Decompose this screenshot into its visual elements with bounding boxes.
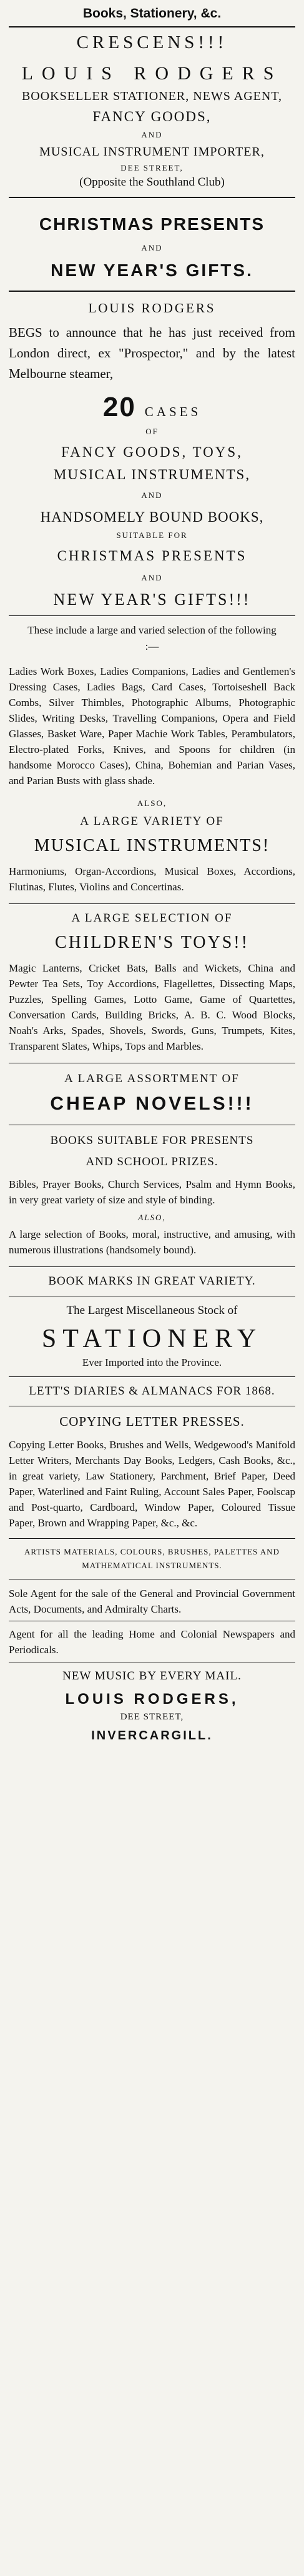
musical-list: Harmoniums, Organ-Accordions, Musical Boxes, Accordions, Flutinas, Flutes, Violins and Concertinas. (9, 865, 295, 893)
opposite-note: (Opposite the Southland Club) (79, 176, 225, 189)
suitable-for: SUITABLE FOR (116, 530, 188, 540)
books-selection-text: A large selection of Books, moral, instructive, and amusing, with numerous illustrations (handsomely bound). (9, 1228, 295, 1256)
large-selection: A LARGE SELECTION OF (71, 912, 233, 925)
imported-note: Ever Imported into the Province. (82, 1356, 222, 1368)
cases-number: 20 (102, 392, 136, 422)
merchant-name-text: LOUIS RODGERS (21, 63, 283, 84)
cheap-novels-heading: CHEAP NOVELS!!! (50, 1093, 254, 1114)
new-music-line: NEW MUSIC BY EVERY MAIL. (62, 1669, 242, 1683)
footer-name: LOUIS RODGERS, (65, 1691, 239, 1708)
book-marks-line: BOOK MARKS IN GREAT VARIETY. (48, 1275, 256, 1288)
fancy-goods: FANCY GOODS, (92, 109, 212, 124)
merchant-name (9, 63, 295, 84)
copying-list: Copying Letter Books, Brushes and Wells, Wedgewood's Manifold Letter Writers, Merchants Day Books, Ledgers, Cash Books, &c., in great variety, Law Stationery, Parchment, Brief Paper, Deed Paper, Waterlined and Faint Ruling, Account Sales Paper, Foolscap and Post-quarto, Cardboard, Window Paper, Coloured Tissue Paper, Brown and Wrapping Paper, &c., &c. (9, 1439, 295, 1529)
stationery-heading: STATIONERY (41, 1325, 263, 1353)
presents-line-2: AND SCHOOL PRIZES. (86, 1155, 218, 1168)
christmas-presents-heading: CHRISTMAS PRESENTS (39, 214, 265, 234)
and-connector: AND (141, 130, 163, 139)
toys-list: Magic Lanterns, Cricket Bats, Balls and Wickets, China and Pewter Tea Sets, Toy Accordions, Flagellettes, Dissecting Maps, Puzzles, Spelling Games, Lotto Game, Game of Quartettes, Conversation Cards, Building Bricks, A. B. C. Wood Blocks, Noah's Arks, Spades, Shovels, Swords, Guns, Trumpets, Kites, Transparent Slates, Whips, Tops and Marbles. (9, 962, 295, 1052)
footer-town: INVERCARGILL. (91, 1729, 213, 1743)
and-connector: AND (141, 490, 163, 500)
of-connector: OF (145, 427, 159, 436)
street: DEE STREET, (120, 163, 184, 172)
header-title: Books, Stationery, &c. (82, 6, 222, 21)
also-connector: ALSO, (137, 798, 167, 808)
musical-instruments-line: MUSICAL INSTRUMENTS, (53, 467, 251, 482)
new-years-gifts-heading: NEW YEAR'S GIFTS. (51, 261, 253, 280)
also-connector: ALSO, (138, 1213, 166, 1222)
announce-text: BEGS to announce that he has just received from London direct, ex "Prospector," and by the latest Melbourne steamer, (9, 325, 295, 381)
fancy-goods-toys-line: FANCY GOODS, TOYS, (61, 444, 243, 460)
occupation: BOOKSELLER STATIONER, NEWS AGENT, (21, 89, 283, 103)
and-connector: AND (141, 573, 163, 582)
cases-count (9, 384, 295, 423)
goods-list: Ladies Work Boxes, Ladies Companions, Ladies and Gentlemen's Dressing Cases, Ladies Bags, Card Cases, Tortoiseshell Back Combs, Silver Thimbles, Photographic Albums, Photographic Slides, Writing Desks, Travelling Companions, Opera and Field Glasses, Basket Ware, Paper Machie Work Tables, Perambulators, Electro-plated Forks, Knives, and Spoons for children (in handsome Morocco Cases), China, Bohemian and Parian Vases, and Parian Busts with glass shade. (9, 665, 295, 787)
bound-books-line: HANDSOMELY BOUND BOOKS, (40, 509, 264, 525)
stationery-intro: The Largest Miscellaneous Stock of (66, 1304, 238, 1317)
christmas-presents-line: CHRISTMAS PRESENTS (57, 548, 247, 564)
musical-instruments-heading: MUSICAL INSTRUMENTS! (34, 836, 270, 855)
presents-line-1: BOOKS SUITABLE FOR PRESENTS (50, 1134, 254, 1147)
announce-name: LOUIS RODGERS (88, 301, 216, 316)
footer-street: DEE STREET, (120, 1712, 184, 1722)
newspapers-agent-text: Agent for all the leading Home and Colonial Newspapers and Periodicals. (9, 1628, 295, 1656)
large-assortment: A LARGE ASSORTMENT OF (64, 1072, 240, 1085)
childrens-toys-heading: CHILDREN'S TOYS!! (55, 933, 249, 952)
new-years-gifts-line: NEW YEAR'S GIFTS!!! (53, 590, 251, 609)
artists-materials-line: ARTISTS MATERIALS, COLOURS, BRUSHES, PALETTES AND MATHEMATICAL INSTRUMENTS. (24, 1547, 280, 1570)
letts-diaries-line: LETT'S DIARIES & ALMANACS FOR 1868. (29, 1385, 275, 1398)
and-connector: AND (141, 243, 163, 252)
include-intro: These include a large and varied selection of the following :— (27, 624, 277, 652)
large-variety: A LARGE VARIETY OF (80, 815, 224, 828)
bibles-text: Bibles, Prayer Books, Church Services, Psalm and Hymn Books, in very great variety of size and style of binding. (9, 1178, 295, 1206)
copying-presses-heading: COPYING LETTER PRESSES. (59, 1414, 245, 1429)
importer: MUSICAL INSTRUMENT IMPORTER, (39, 145, 265, 159)
sole-agent-text: Sole Agent for the sale of the General and Provincial Government Acts, Documents, and Admiralty Charts. (9, 1588, 295, 1615)
crescens-heading: CRESCENS!!! (76, 32, 228, 52)
cases-label: CASES (144, 404, 202, 419)
